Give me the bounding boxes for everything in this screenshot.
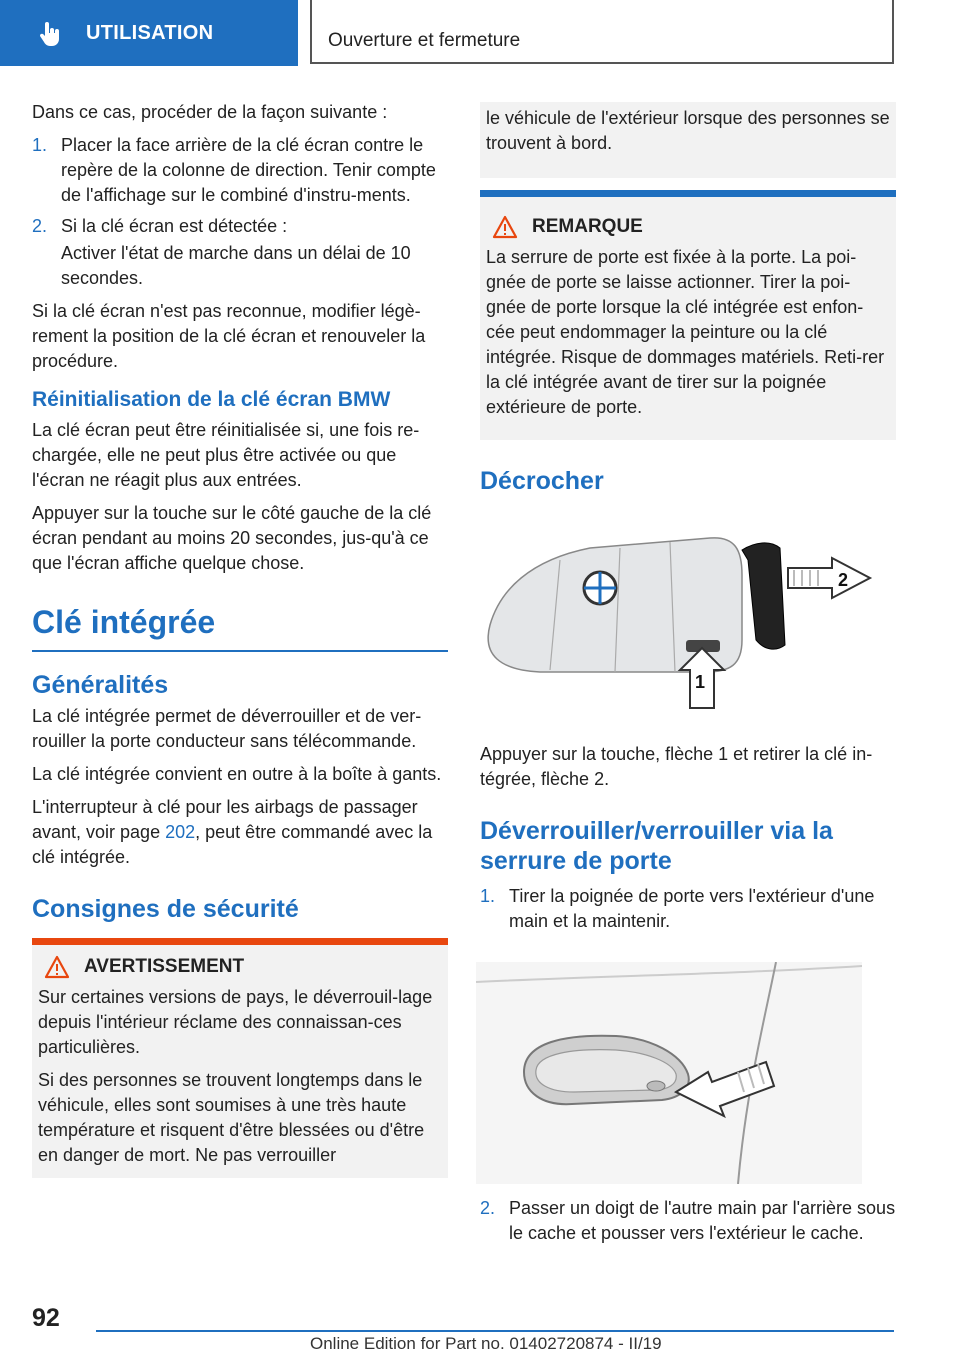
page-number: 92 <box>32 1304 60 1332</box>
integrated-key-illustration <box>480 520 894 720</box>
section-tab[interactable] <box>0 0 298 66</box>
reset-paragraph: Appuyer sur la touche sur le côté gauche de la clé écran pendant au moins 20 secondes, jus-qu'à ce que l'écran affiche quelque chose. <box>32 503 432 573</box>
step-number: 1. <box>32 135 48 155</box>
step-text: Tirer la poignée de porte vers l'extérieur d'une main et la maintenir. <box>509 886 875 931</box>
warning-text: Sur certaines versions de pays, le déverrouil-lage depuis l'intérieur réclame des connaissan-ces particulières. <box>38 987 433 1057</box>
step-number: 1. <box>480 886 496 906</box>
step-number: 2. <box>32 216 48 236</box>
warning-box-continued <box>480 102 896 178</box>
note-bar <box>480 190 896 197</box>
arrow-label-2: 2 <box>838 570 849 590</box>
door-handle-illustration <box>476 962 862 1184</box>
chapter-title: Ouverture et fermeture <box>328 30 521 51</box>
general-text: L'interrupteur à clé pour les airbags de passager avant, voir page <box>32 797 418 842</box>
detach-heading: Décrocher <box>480 467 604 495</box>
step-text: Passer un doigt de l'autre main par l'arrière sous le cache et pousser vers l'extérieur le cache. <box>509 1198 896 1243</box>
warning-text: le véhicule de l'extérieur lorsque des personnes se trouvent à bord. <box>486 108 890 153</box>
right-column-bottom <box>480 1196 896 1252</box>
lock-procedure-list-cont <box>480 1196 896 1246</box>
list-item <box>32 133 448 208</box>
lock-procedure-list <box>480 884 896 934</box>
warning-text: Si des personnes se trouvent longtemps dans le véhicule, elles sont soumises à une très haute température et risquent d'être blessées ou d'être en danger de mort. Ne pas verrouiller <box>38 1070 425 1165</box>
list-item <box>480 884 896 934</box>
edition-text: Online Edition for Part no. 01402720874 - II/19 <box>310 1334 662 1353</box>
procedure-list <box>32 133 448 239</box>
step-text: Si la clé écran est détectée : <box>61 216 288 236</box>
note-label: REMARQUE <box>532 216 643 237</box>
hand-pointer-icon <box>36 20 64 48</box>
reset-paragraph: La clé écran peut être réinitialisée si, une fois re-chargée, elle ne peut plus être activée ou que l'écran ne réagit plus aux entrées. <box>32 420 420 490</box>
step-detail: Activer l'état de marche dans un délai de 10 secondes. <box>61 243 411 288</box>
reset-heading: Réinitialisation de la clé écran BMW <box>32 388 391 411</box>
general-paragraph: La clé intégrée permet de déverrouiller et de ver-rouiller la porte conducteur sans télécommande. <box>32 706 422 751</box>
warning-label: AVERTISSEMENT <box>84 956 245 977</box>
general-text: , peut être commandé avec la clé intégrée. <box>32 822 433 867</box>
right-column <box>480 102 896 504</box>
warning-bar <box>32 938 448 945</box>
general-heading: Généralités <box>32 671 169 699</box>
section-label: UTILISATION <box>86 22 214 44</box>
not-recognized-text: Si la clé écran n'est pas reconnue, modifier légè-rement la position de la clé écran et renouveler la procédure. <box>32 301 426 371</box>
integrated-key-heading: Clé intégrée <box>32 602 448 652</box>
warning-box <box>32 945 448 1178</box>
list-item <box>32 214 448 239</box>
note-text: La serrure de porte est fixée à la porte. La poi-gnée de porte se laisse actionner. Tirer la poi-gnée de porte lorsque la clé intégrée est enfon-cée peut endommager la peinture ou la clé intégrée. Risque de dommages matériels. Reti-rer la clé intégrée avant de tirer sur la poignée extérieure de porte. <box>486 247 885 417</box>
page-link[interactable]: 202 <box>165 822 196 842</box>
lock-heading: Déverrouiller/verrouiller via la serrure de porte <box>480 817 833 875</box>
right-column-lower <box>480 742 896 940</box>
list-item <box>480 1196 896 1246</box>
footer-divider <box>96 1330 894 1332</box>
step-number: 2. <box>480 1198 496 1218</box>
warning-triangle-icon <box>492 215 518 239</box>
note-box <box>480 197 896 440</box>
safety-heading: Consignes de sécurité <box>32 895 299 923</box>
detach-text: Appuyer sur la touche, flèche 1 et retirer la clé in-tégrée, flèche 2. <box>480 744 873 789</box>
left-column <box>32 100 448 1178</box>
warning-triangle-icon <box>44 955 70 979</box>
step-text: Placer la face arrière de la clé écran contre le repère de la colonne de direction. Tenir compte de l'affichage sur le combiné d'instru-ments. <box>61 135 436 205</box>
warning-title <box>38 955 442 979</box>
general-paragraph: La clé intégrée convient en outre à la boîte à gants. <box>32 764 442 784</box>
note-title <box>486 215 890 239</box>
arrow-label-1: 1 <box>695 672 706 692</box>
chapter-header <box>310 0 894 64</box>
general-paragraph <box>32 795 448 870</box>
intro-text: Dans ce cas, procéder de la façon suivante : <box>32 102 388 122</box>
